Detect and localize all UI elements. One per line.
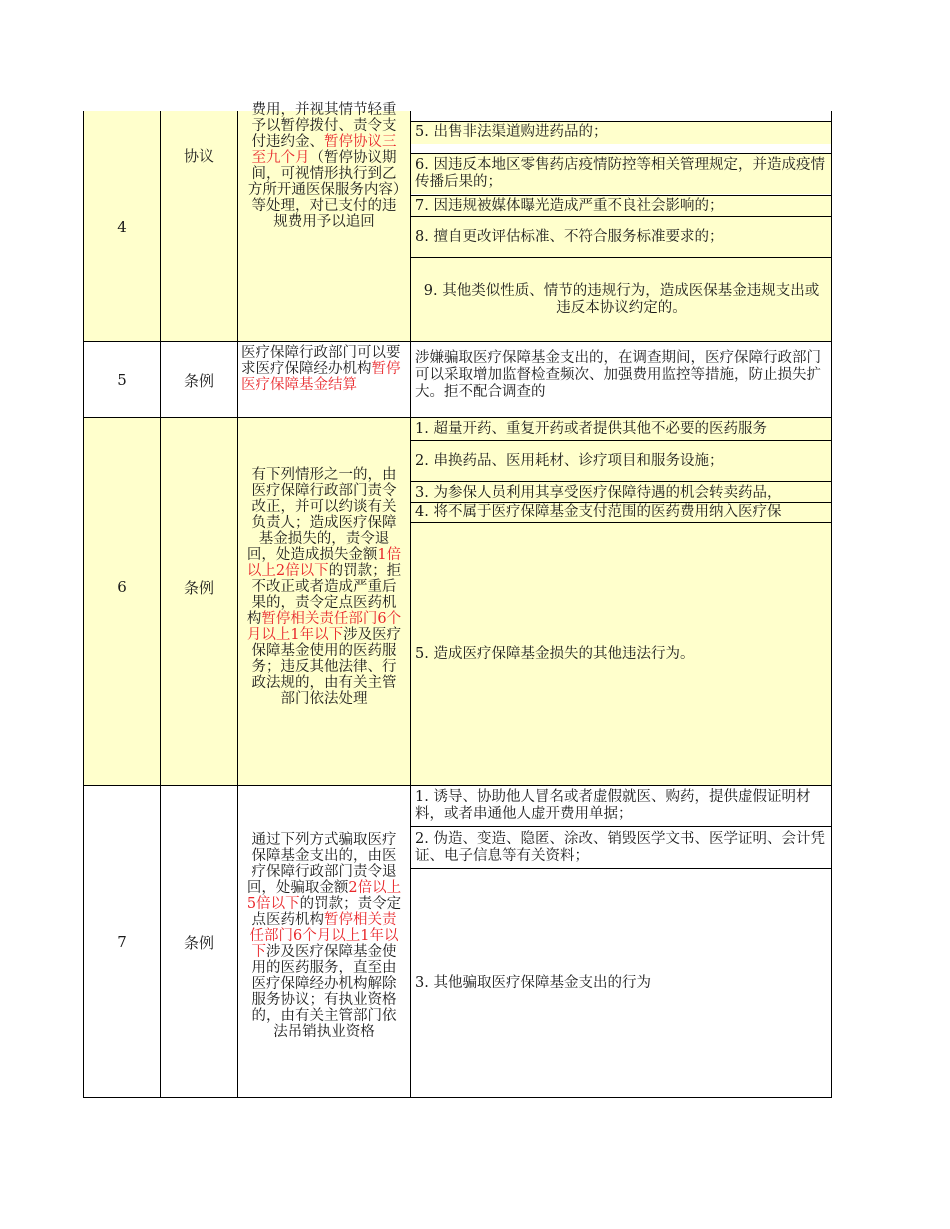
row-number-text: 4 [117, 217, 127, 236]
grid-line [83, 1097, 832, 1098]
row-4-number [83, 111, 161, 342]
row-4-type [161, 111, 237, 342]
row-6-item-5: 5. 造成医疗保障基金损失的其他违法行为。 [411, 523, 832, 786]
grid-line [83, 341, 832, 342]
grid-line [410, 440, 832, 441]
highlight-penalty-text: 暂停协议三至九个月 [251, 134, 397, 166]
description-segment: （暂停协议期间，可视情形执行到乙方所开通医保服务内容）等处理，对已支付的违规费用予以追回 [247, 150, 401, 230]
grid-line [410, 195, 832, 196]
grid-line [410, 826, 832, 827]
grid-line [83, 785, 832, 786]
description-segment: 的罚款；拒不改正或者造成严重后果的，责令定点医药机构 [246, 563, 402, 627]
highlight-penalty-text: 2倍以上5倍以下 [246, 880, 402, 912]
row-5-number: 5 [83, 342, 161, 418]
highlight-penalty-text: 1倍以上2倍以下 [246, 547, 402, 579]
row-6-item-4: 4. 将不属于医疗保障基金支付范围的医药费用纳入医疗保 [411, 503, 832, 522]
grid-line [410, 111, 411, 1098]
grid-line [410, 481, 832, 482]
row-6-number: 6 [83, 418, 161, 786]
grid-line [410, 868, 832, 869]
row-7-item-1: 1. 诱导、协助他人冒名或者虚假就医、购药，提供虚假证明材料，或者串通他人虚开费用单据； [411, 786, 832, 826]
grid-line [410, 216, 832, 217]
highlight-penalty-text: 暂停相关责任部门6个月以上1年以下 [249, 912, 399, 960]
grid-line [410, 121, 832, 122]
description-segment: 的罚款；责令定点医药机构 [251, 896, 402, 928]
description-segment: 通过下列方式骗取医疗保障基金支出的，由医疗保障行政部门责令退回，处骗取金额 [246, 832, 397, 896]
grid-line [83, 111, 84, 1098]
description-text [245, 467, 403, 707]
description-text [245, 102, 403, 230]
row-6-type: 条例 [161, 418, 237, 786]
row-5-type: 条例 [161, 342, 237, 418]
row-4-item-6: 6. 因违反本地区零售药店疫情防控等相关管理规定，并造成疫情传播后果的； [411, 154, 832, 194]
highlight-penalty-text: 暂停医疗保障基金结算 [241, 361, 401, 393]
grid-line [410, 257, 832, 258]
description-segment: 医疗保障行政部门可以要求医疗保障经办机构 [241, 345, 401, 377]
description-segment: 费用，并视其情节轻重予以暂停拨付、责令支付违约金、 [251, 102, 397, 150]
row-7-type: 条例 [161, 786, 237, 1098]
row-7-item-3: 3. 其他骗取医疗保障基金支出的行为 [411, 869, 832, 1098]
row-7-number: 7 [83, 786, 161, 1098]
row-type-text: 协议 [183, 147, 214, 165]
row-4-item-7: 7. 因违规被媒体曝光造成严重不良社会影响的； [411, 196, 832, 216]
row-4-item-9: 9. 其他类似性质、情节的违规行为，造成医保基金违规支出或违反本协议约定的。 [411, 258, 832, 342]
row-5-description [237, 342, 411, 418]
row-7-item-2: 2. 伪造、变造、隐匿、涂改、销毁医学文书、医学证明、会计凭证、电子信息等有关资料； [411, 827, 832, 868]
description-text [241, 345, 405, 393]
grid-line [83, 417, 832, 418]
row-4-description [237, 102, 411, 342]
row-6-item-2: 2. 串换药品、医用耗材、诊疗项目和服务设施； [411, 441, 832, 481]
row-4-item-5: 5. 出售非法渠道购进药品的； [411, 121, 832, 144]
grid-line [831, 111, 832, 1098]
grid-line [410, 522, 832, 523]
grid-line [160, 111, 161, 1098]
grid-line [237, 111, 238, 1098]
highlight-penalty-text: 暂停相关责任部门6个月以上1年以下 [246, 611, 402, 643]
description-text [245, 832, 403, 1040]
row-4-item-8: 8. 擅自更改评估标准、不符合服务标准要求的； [411, 217, 832, 257]
description-segment: 涉及医疗保障基金使用的医药服务；违反其他法律、行政法规的，由有关主管部门依法处理 [251, 627, 402, 707]
row-6-item-1: 1. 超量开药、重复开药或者提供其他不必要的医药服务 [411, 418, 832, 440]
row-6-item-3: 3. 为参保人员利用其享受医疗保障待遇的机会转卖药品， [411, 482, 832, 504]
grid-line [410, 502, 832, 503]
grid-line [410, 153, 832, 154]
description-segment: 有下列情形之一的，由医疗保障行政部门责令改正，并可以约谈有关负责人；造成医疗保障基金损失的，责令退回，处造成损失金额 [246, 467, 397, 563]
regulation-table [83, 102, 832, 1098]
row-6-description [237, 418, 411, 786]
description-segment: 涉及医疗保障基金使用的医药服务，直至由医疗保障经办机构解除服务协议；有执业资格的，由有关主管部门依法吊销执业资格 [251, 944, 397, 1040]
row-7-description [237, 786, 411, 1098]
row-5-item: 涉嫌骗取医疗保障基金支出的，在调查期间，医疗保障行政部门可以采取增加监督检查频次、加强费用监控等措施，防止损失扩大。拒不配合调查的 [411, 342, 832, 418]
